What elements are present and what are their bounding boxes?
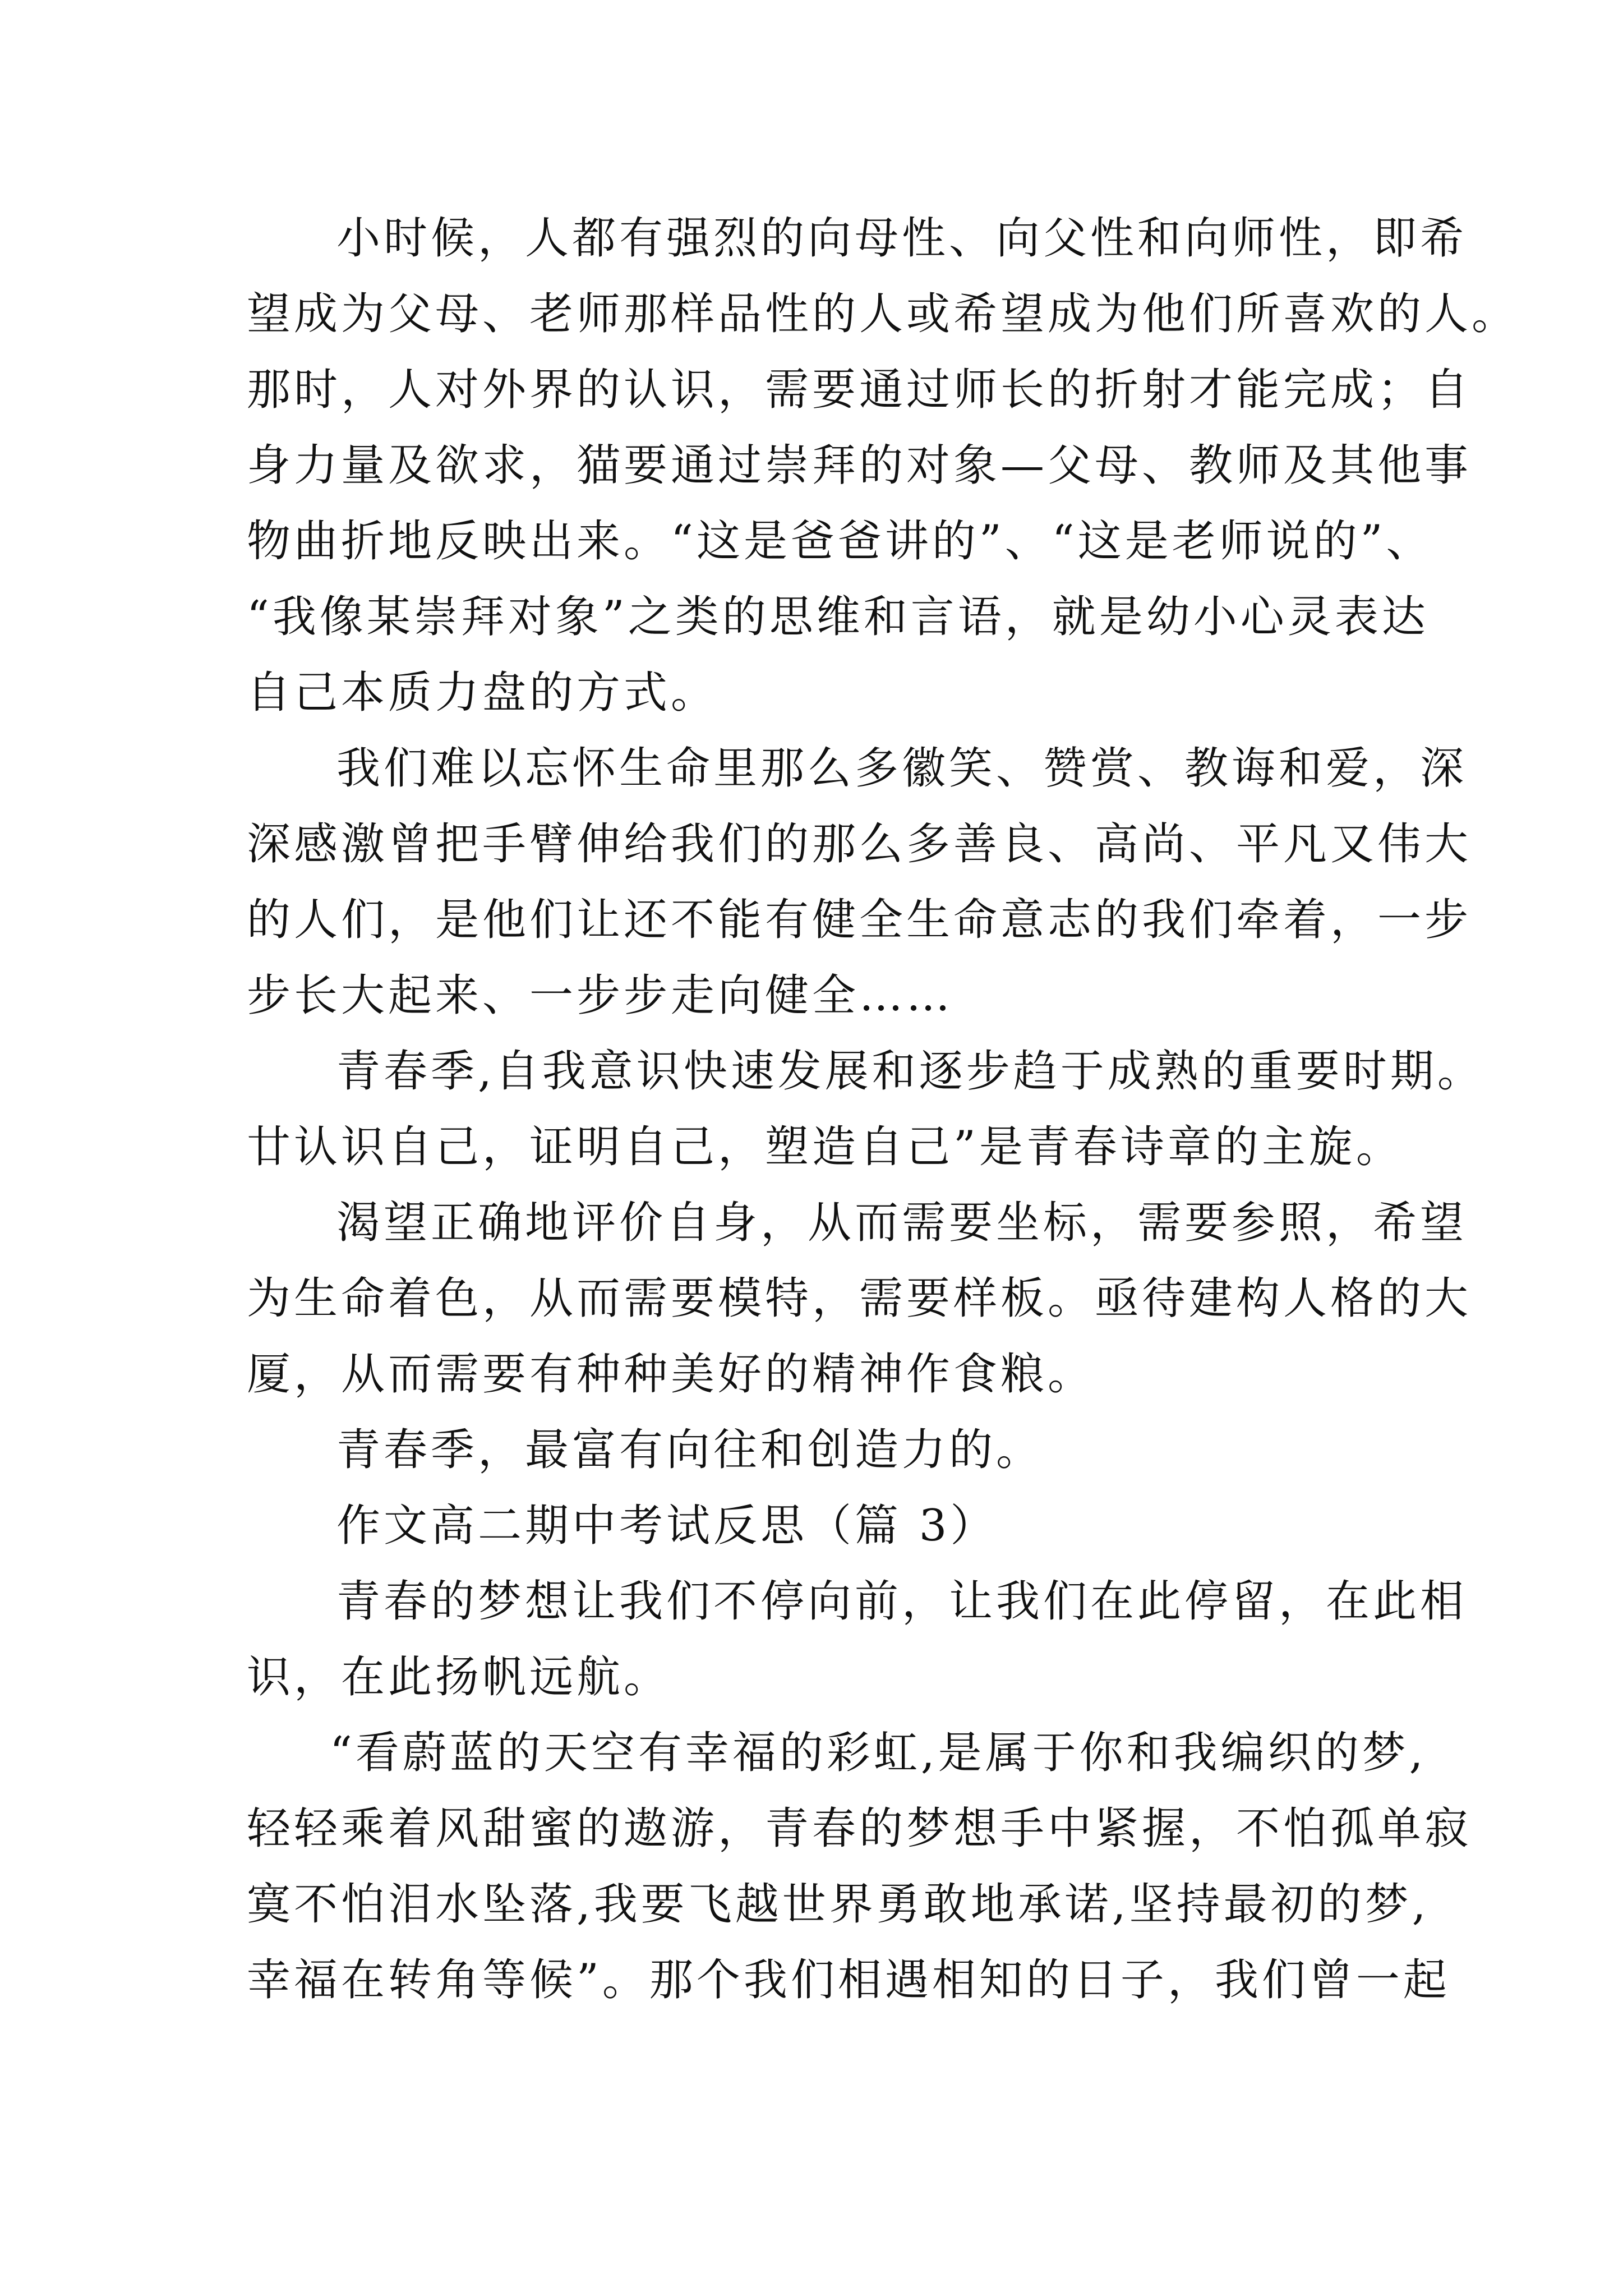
paragraph-7-line-3: 寞不怕泪水坠落,我要飞越世界勇敢地承诺,坚持最初的梦, <box>247 1879 1430 1930</box>
paragraph-6-line-1: 青春的梦想让我们不停向前，让我们在此停留，在此相 <box>336 1576 1468 1627</box>
paragraph-2-line-3: 的人们，是他们让还不能有健全生命意志的我们牵着，一步 <box>247 895 1472 945</box>
paragraph-1-line-1: 小时候，人都有强烈的向母性、向父性和向师性，即希 <box>336 213 1468 264</box>
paragraph-1-line-4: 身力量及欲求，猫要通过崇拜的对象—父母、教师及其他事 <box>247 440 1472 491</box>
paragraph-1-line-6: “我像某崇拜对象”之类的思维和言语，就是幼小心灵表达 <box>247 592 1429 642</box>
paragraph-7-line-1: “看蔚蓝的天空有幸福的彩虹,是属于你和我编织的梦, <box>330 1728 1427 1778</box>
paragraph-2-line-2: 深感激曾把手臂伸给我们的那么多善良、高尚、平凡又伟大 <box>247 819 1472 869</box>
paragraph-4-line-3: 厦，从而需要有种种美好的精神作食粮。 <box>247 1349 1095 1400</box>
paragraph-2-line-4: 步长大起来、一步步走向健全…… <box>247 970 954 1021</box>
paragraph-5-line-1: 青春季，最富有向往和创造力的。 <box>336 1425 1044 1475</box>
paragraph-1-line-2: 望成为父母、老师那样品性的人或希望成为他们所喜欢的人。 <box>247 289 1519 339</box>
paragraph-3-line-1: 青春季,自我意识快速发展和逐步趋于成熟的重要时期。 <box>336 1046 1484 1097</box>
paragraph-3-line-2: 廿认识自己，证明自己，塑造自己”是青春诗章的主旋。 <box>247 1122 1403 1172</box>
paragraph-1-line-7: 自己本质力盘的方式。 <box>247 668 718 718</box>
section-heading: 作文高二期中考试反思（篇 3） <box>336 1501 998 1551</box>
paragraph-4-line-1: 渴望正确地评价自身，从而需要坐标，需要参照，希望 <box>336 1198 1468 1248</box>
paragraph-4-line-2: 为生命着色，从而需要模特，需要样板。亟待建构人格的大 <box>247 1273 1472 1324</box>
paragraph-7-line-2: 轻轻乘着风甜蜜的遨游，青春的梦想手中紧握，不怕孤单寂 <box>247 1803 1472 1854</box>
paragraph-1-line-5: 物曲折地反映出来。“这是爸爸讲的”、“这是老师说的”、 <box>247 516 1433 567</box>
paragraph-1-line-3: 那时，人对外界的认识，需要通过师长的折射才能完成；自 <box>247 365 1472 415</box>
paragraph-7-line-4: 幸福在转角等候”。那个我们相遇相知的日子，我们曾一起 <box>247 1955 1450 2005</box>
paragraph-6-line-2: 识，在此扬帆远航。 <box>247 1652 671 1703</box>
paragraph-2-line-1: 我们难以忘怀生命里那么多徽笑、赞赏、教诲和爱，深 <box>336 743 1468 794</box>
